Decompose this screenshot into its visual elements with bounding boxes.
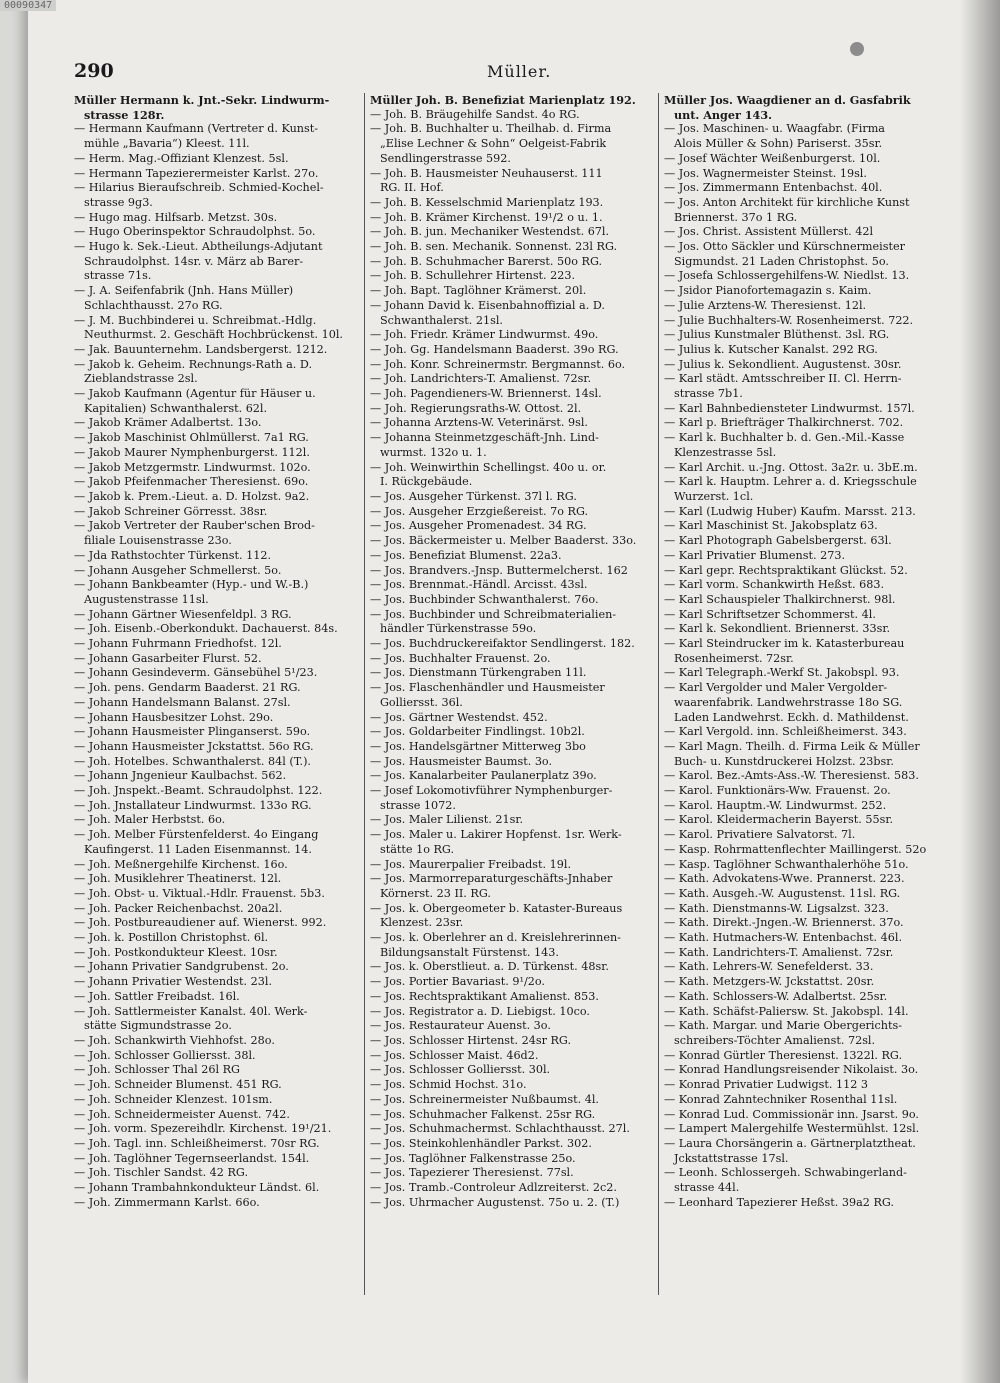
- directory-entry: — Karl k. Buchhalter b. d. Gen.-Mil.-Kasse Klenzestrasse 5sl.: [664, 431, 905, 459]
- directory-entry: — Joh. Packer Reichenbachst. 20a2l.: [74, 901, 283, 915]
- directory-entry: — Jsidor Pianofortemagazin s. Kaim.: [664, 284, 872, 298]
- directory-entry: — Josef Lokomotivführer Nymphenburger- strasse 1072.: [370, 784, 613, 812]
- directory-entry: — Jos. Schreinermeister Nußbaumst. 4l.: [370, 1092, 599, 1106]
- directory-entry: — Jos. Ausgeher Erzgießereist. 7o RG.: [370, 504, 589, 518]
- directory-entry: — Jos. k. Obergeometer b. Kataster-Bureaus Klenzest. 23sr.: [370, 901, 623, 930]
- directory-entry: — Jos. k. Oberlehrer an d. Kreislehrerinnen- Bildungsanstalt Fürstenst. 143.: [370, 931, 621, 959]
- directory-entry: — Joh. B. Krämer Kirchenst. 19¹/2 o u. 1.: [370, 210, 603, 224]
- directory-entry: — Karl gepr. Rechtspraktikant Glückst. 52.: [664, 563, 908, 577]
- directory-entry: — Johanna Arztens-W. Veterinärst. 9sl.: [370, 416, 588, 430]
- directory-entry: — Joh. Bapt. Taglöhner Krämerst. 20l.: [370, 284, 587, 298]
- directory-entry: — Jos. Zimmermann Entenbachst. 40l.: [664, 181, 883, 195]
- directory-entry: — Jakob Metzgermstr. Lindwurmst. 102o.: [74, 460, 311, 474]
- directory-entry: — Hugo k. Sek.-Lieut. Abtheilungs-Adjutant Schraudolphst. 14sr. v. März ab Barer- strasse 71s.: [74, 240, 323, 283]
- directory-entry: — Jos. Maschinen- u. Waagfabr. (Firma Alois Müller & Sohn) Pariserst. 35sr.: [664, 122, 885, 151]
- directory-entry: — Jos. Buchdruckereifaktor Sendlingerst. 182.: [370, 637, 635, 651]
- directory-entry: — Joh. Pagendieners-W. Briennerst. 14sl.: [370, 387, 602, 401]
- directory-entry: — Kath. Advokatens-Wwe. Prannerst. 223.: [664, 872, 905, 886]
- directory-entry: — Joh. Maler Herbstst. 6o.: [74, 813, 226, 827]
- directory-entry: — Jos. Brandvers.-Jnsp. Buttermelcherst. 162: [370, 563, 628, 577]
- directory-entry: — Joh. Konr. Schreinermstr. Bergmannst. 6o.: [370, 357, 626, 371]
- directory-entry: — Jos. Schlosser Maist. 46d2.: [370, 1048, 539, 1062]
- directory-entry: — Joh. B. Kesselschmid Marienplatz 193.: [370, 195, 604, 209]
- directory-entry: — Jos. Bäckermeister u. Melber Baaderst. 33o.: [370, 534, 637, 548]
- directory-entry: — Julie Buchhalters-W. Rosenheimerst. 722.: [664, 313, 914, 327]
- directory-entry: — Joh. Jnstallateur Lindwurmst. 133o RG.: [74, 798, 312, 812]
- directory-entry: — Jos. Anton Architekt für kirchliche Kunst Briennerst. 37o 1 RG.: [664, 195, 910, 224]
- directory-entry: — Jos. Goldarbeiter Findlingst. 10b2l.: [370, 725, 585, 739]
- punch-hole: [850, 42, 864, 56]
- directory-entry: — Johanna Steinmetzgeschäft-Jnh. Lind- wurmst. 132o u. 1.: [370, 431, 599, 459]
- directory-entry: — Johann Gärtner Wiesenfeldpl. 3 RG.: [74, 607, 292, 621]
- directory-entry: — Johann Hausmeister Plinganserst. 59o.: [74, 725, 311, 739]
- directory-entry: — Jos. Registrator a. D. Liebigst. 10co.: [370, 1004, 590, 1018]
- directory-entry: — Johann Ausgeher Schmellerst. 5o.: [74, 563, 282, 577]
- directory-entry: — Jos. Brennmat.-Händl. Arcisst. 43sl.: [370, 578, 588, 592]
- directory-entry: — Konrad Privatier Ludwigst. 112 3: [664, 1078, 869, 1092]
- directory-entry: — Karl Archit. u.-Jng. Ottost. 3a2r. u. 3bE.m.: [664, 460, 918, 474]
- directory-entry: — Jos. Kanalarbeiter Paulanerplatz 39o.: [370, 769, 597, 783]
- directory-entry: — Kath. Schlossers-W. Adalbertst. 25sr.: [664, 989, 888, 1003]
- directory-entry: — Konrad Handlungsreisender Nikolaist. 3o.: [664, 1063, 919, 1077]
- directory-column-2: [370, 93, 660, 1303]
- directory-entry: — Joh. B. sen. Mechanik. Sonnenst. 23l RG.: [370, 240, 618, 254]
- directory-entry: — Konrad Zahntechniker Rosenthal 11sl.: [664, 1092, 898, 1106]
- directory-entry: — Joh. B. Hausmeister Neuhauserst. 111 RG. II. Hof.: [370, 166, 603, 195]
- directory-entry: — Joh. B. Schuhmacher Barerst. 50o RG.: [370, 254, 603, 268]
- directory-entry: — Karol. Bez.-Amts-Ass.-W. Theresienst. 583.: [664, 769, 919, 783]
- directory-entry: — Karl Privatier Blumenst. 273.: [664, 548, 845, 562]
- directory-entry: — Joh. vorm. Spezereihdlr. Kirchenst. 19¹/21.: [74, 1122, 332, 1136]
- directory-entry: — Jos. Ausgeher Türkenst. 37l l. RG.: [370, 489, 577, 503]
- directory-entry: — Jos. Dienstmann Türkengraben 11l.: [370, 666, 587, 680]
- directory-entry: — Jos. Schlosser Hirtenst. 24sr RG.: [370, 1034, 572, 1047]
- directory-entry: — Jakob k. Geheim. Rechnungs-Rath a. D. Zieblandstrasse 2sl.: [74, 357, 313, 386]
- directory-entry: — Johann Privatier Sandgrubenst. 2o.: [74, 960, 289, 974]
- directory-entry: — Jos. k. Oberstlieut. a. D. Türkenst. 48sr.: [370, 960, 609, 974]
- directory-entry: — Hermann Kaufmann (Vertreter d. Kunst- mühle „Bavaria“) Kleest. 11l.: [74, 122, 319, 151]
- directory-entry: — Kath. Direkt.-Jngen.-W. Briennerst. 37o.: [664, 916, 904, 930]
- directory-entry: — Joh. Landrichters-T. Amalienst. 72sr.: [370, 372, 591, 386]
- directory-entry: — Jos. Schuhmacher Falkenst. 25sr RG.: [370, 1107, 596, 1121]
- directory-entry: — Johann Gesindeverm. Gänsebühel 5¹/23.: [74, 666, 318, 680]
- directory-entry: Müller Hermann k. Jnt.-Sekr. Lindwurm- strasse 128r.: [74, 93, 330, 122]
- directory-entry: — Joh. Melber Fürstenfelderst. 4o Eingang Kaufingerst. 11 Laden Eisenmannst. 14.: [74, 828, 319, 856]
- directory-entry: — Joh. Tagl. inn. Schleißheimerst. 70sr RG.: [74, 1136, 320, 1150]
- directory-entry: — Joh. pens. Gendarm Baaderst. 21 RG.: [74, 681, 301, 695]
- directory-entry: — Jos. Ausgeher Promenadest. 34 RG.: [370, 519, 587, 533]
- directory-entry: — Karl (Ludwig Huber) Kaufm. Marsst. 213.: [664, 504, 916, 518]
- directory-entry: — Jos. Restaurateur Auenst. 3o.: [370, 1019, 551, 1033]
- directory-entry: — Kasp. Rohrmattenflechter Maillingerst. 52o: [664, 842, 927, 856]
- directory-entry: — Joh. Eisenb.-Oberkondukt. Dachauerst. 84s.: [74, 622, 338, 636]
- directory-entry: — Karl Bahnbedienstеter Lindwurmst. 157l.: [664, 401, 915, 415]
- directory-entry: — Johann Hausbesitzer Lohst. 29o.: [74, 710, 274, 724]
- directory-entry: — Leonhard Tapezierer Heßst. 39a2 RG.: [664, 1195, 894, 1209]
- directory-entry: — Jos. Steinkohlenhändler Parkst. 302.: [370, 1136, 592, 1150]
- directory-entry: — Karol. Hauptm.-W. Lindwurmst. 252.: [664, 798, 887, 812]
- directory-entry: — Karl Telegraph.-Werkf St. Jakobspl. 93.: [664, 666, 900, 680]
- directory-entry: — Hugo Oberinspektor Schraudolphst. 5o.: [74, 225, 316, 239]
- directory-entry: — Joh. B. Bräugehilfe Sandst. 4o RG.: [370, 107, 580, 121]
- directory-entry: — Joh. Schneider Blumenst. 451 RG.: [74, 1078, 282, 1092]
- directory-entry: — Joh. Schlosser Thal 26l RG: [74, 1063, 240, 1077]
- directory-entry: — Johann Trambahnkondukteur Ländst. 6l.: [74, 1181, 320, 1195]
- directory-entry: — Josef Wächter Weißenburgerst. 10l.: [664, 151, 881, 165]
- column-rule: [364, 93, 365, 1295]
- directory-entry: — Kath. Hutmachers-W. Entenbachst. 46l.: [664, 931, 903, 945]
- directory-entry: — Jos. Buchbinder Schwanthalerst. 76o.: [370, 592, 599, 606]
- directory-entry: — Jos. Schlosser Golliersst. 30l.: [370, 1063, 551, 1077]
- directory-entry: — Joh. Schlosser Golliersst. 38l.: [74, 1048, 256, 1062]
- directory-entry: — Johann Privatier Westendst. 23l.: [74, 975, 272, 989]
- directory-entry: — Karl städt. Amtsschreiber II. Cl. Herrn- strasse 7b1.: [664, 372, 902, 401]
- directory-entry: — Karl Vergold. inn. Schleißheimerst. 343.: [664, 725, 907, 739]
- directory-entry: — Jakob Krämer Adalbertst. 13o.: [74, 416, 262, 430]
- directory-entry: — Joh. Taglöhner Tegernseerlandst. 154l.: [74, 1151, 310, 1165]
- directory-entry: — Jos. Maler u. Lakirer Hopfenst. 1sr. Werk- stätte 1o RG.: [370, 828, 622, 856]
- directory-entry: — Joh. Schneider Klenzest. 101sm.: [74, 1092, 273, 1106]
- directory-entry: — Jakob Vertreter der Rauber'schen Brod- filiale Louisenstrasse 23o.: [74, 519, 315, 548]
- directory-entry: — Jakob Maurer Nymphenburgerst. 112l.: [74, 445, 310, 459]
- directory-entry: — Karl Steindrucker im k. Katasterbureau Rosenheimerst. 72sr.: [664, 637, 905, 665]
- directory-entry: — Kasp. Taglöhner Schwanthalerhöhe 51o.: [664, 857, 909, 871]
- directory-entry: Müller Jos. Waagdiener an d. Gasfabrik unt. Anger 143.: [664, 93, 911, 122]
- directory-entry: — Hugo mag. Hilfsarb. Metzst. 30s.: [74, 210, 278, 224]
- directory-entry: — Joh. Weinwirthin Schellingst. 40o u. or. I. Rückgebäude.: [370, 460, 607, 489]
- directory-entry: — Joh. Sattler Freibadst. 16l.: [74, 989, 240, 1003]
- directory-entry: — Jos. Maurerpalier Freibadst. 19l.: [370, 857, 571, 871]
- directory-entry: — Jak. Bauunternehm. Landsbergerst. 1212.: [74, 342, 328, 356]
- directory-entry: — Joh. Hotelbes. Schwanthalerst. 84l (T.).: [74, 754, 311, 768]
- directory-entry: — Karl k. Hauptm. Lehrer a. d. Kriegsschule Wurzerst. 1cl.: [664, 475, 917, 503]
- directory-entry: — Jos. Buchhalter Frauenst. 2o.: [370, 651, 551, 665]
- directory-entry: — Laura Chorsängerin a. Gärtnerplatztheat. Jckstattstrasse 17sl.: [664, 1136, 916, 1165]
- directory-entry: — Jos. Tramb.-Controleur Adlzreiterst. 2c2.: [370, 1181, 617, 1195]
- directory-entry: — Karol. Privatiere Salvatorst. 7l.: [664, 828, 856, 842]
- directory-entry: — Kath. Metzgers-W. Jckstattst. 20sr.: [664, 975, 875, 989]
- directory-entry: — Kath. Landrichters-T. Amalienst. 72sr.: [664, 945, 894, 959]
- directory-entry: — Jakob Pfeifenmacher Theresienst. 69o.: [74, 475, 309, 489]
- directory-entry: — Joh. B. Buchhalter u. Theilhab. d. Firma „Elise Lechner & Sohn“ Oelgeist-Fabrik Sendlingerstrasse 592.: [370, 122, 612, 165]
- directory-entry: — Joh. Schneidermeister Auenst. 742.: [74, 1107, 290, 1121]
- directory-entry: — Joh. Sattlermeister Kanalst. 40l. Werk- stätte Sigmundstrasse 2o.: [74, 1004, 308, 1033]
- directory-entry: — Johann David k. Eisenbahnoffizial a. D. Schwanthalerst. 21sl.: [370, 298, 605, 327]
- directory-entry: — Lampert Malergehilfe Westermühlst. 12sl.: [664, 1122, 920, 1136]
- directory-entry: — Joh. Regierungsraths-W. Ottost. 2l.: [370, 401, 582, 415]
- directory-entry: — Jos. Buchbinder und Schreibmaterialien- händler Türkenstrasse 59o.: [370, 607, 617, 636]
- directory-entry: — Jos. Schmid Hochst. 31o.: [370, 1078, 527, 1092]
- directory-entry: — Kath. Margar. und Marie Obergerichts- schreibers-Töchter Amalienst. 72sl.: [664, 1019, 902, 1047]
- directory-entry: — Julius Kunstmaler Blüthenst. 3sl. RG.: [664, 328, 890, 342]
- page-number: 290: [74, 60, 114, 82]
- directory-entry: — Karl k. Sekondlient. Briennerst. 33sr.: [664, 622, 891, 636]
- directory-entry: — Karl Magn. Theilh. d. Firma Leik & Müller Buch- u. Kunstdruckerei Holzst. 23bsr.: [664, 739, 920, 768]
- directory-entry: — Karl Schauspieler Thalkirchnerst. 98l.: [664, 592, 896, 606]
- directory-entry: — Josefa Schlossergehilfens-W. Niedlst. 13.: [664, 269, 910, 283]
- directory-entry: — Karl Schriftsetzer Schommerst. 4l.: [664, 607, 876, 621]
- directory-entry: — Jos. Uhrmacher Augustenst. 75o u. 2. (T.): [370, 1195, 620, 1209]
- directory-entry: — Joh. Meßnergehilfe Kirchenst. 16o.: [74, 857, 288, 871]
- directory-entry: — Jakob Maschinist Ohlmüllerst. 7a1 RG.: [74, 431, 309, 445]
- directory-entry: — Joh. Jnspekt.-Beamt. Schraudolphst. 122.: [74, 784, 323, 798]
- directory-entry: — Karl p. Briefträger Thalkirchnerst. 702.: [664, 416, 904, 430]
- directory-entry: — Joh. Schankwirth Viehhofst. 28o.: [74, 1034, 275, 1047]
- directory-entry: — Joh. Friedr. Krämer Lindwurmst. 49o.: [370, 328, 599, 342]
- directory-entry: — Konrad Lud. Commissionär inn. Jsarst. 9o.: [664, 1107, 919, 1121]
- directory-entry: — Julius k. Kutscher Kanalst. 292 RG.: [664, 342, 878, 356]
- directory-entry: — Kath. Ausgeh.-W. Augustenst. 11sl. RG.: [664, 886, 901, 900]
- directory-entry: — Joh. Tischler Sandst. 42 RG.: [74, 1166, 248, 1180]
- directory-entry: Müller Joh. B. Benefiziat Marienplatz 192.: [370, 93, 636, 107]
- directory-entry: — Johann Bankbeamter (Hyp.- und W.-B.) Augustenstrasse 11sl.: [74, 578, 309, 606]
- directory-entry: — Jos. Christ. Assistent Müllerst. 42l: [664, 225, 874, 239]
- directory-entry: — Kath. Schäfst-Paliersw. St. Jakobspl. 14l.: [664, 1004, 909, 1018]
- directory-entry: — Jos. Gärtner Westendst. 452.: [370, 710, 548, 724]
- page-edge-shadow: [960, 0, 1000, 1383]
- directory-entry: — Jos. Hausmeister Baumst. 3o.: [370, 754, 553, 768]
- directory-entry: — Johann Hausmeister Jckstattst. 56o RG.: [74, 739, 314, 753]
- directory-entry: — Julie Arztens-W. Theresienst. 12l.: [664, 298, 867, 312]
- directory-entry: — Joh. B. Schullehrer Hirtenst. 223.: [370, 269, 576, 283]
- directory-entry: — Joh. k. Postillon Christophst. 6l.: [74, 931, 269, 945]
- directory-entry: — Jos. Wagnermeister Steinst. 19sl.: [664, 166, 867, 180]
- directory-entry: — Karl Maschinist St. Jakobsplatz 63.: [664, 519, 878, 533]
- directory-entry: — Jos. Schuhmachermst. Schlachthausst. 27l.: [370, 1122, 630, 1136]
- directory-entry: — Jos. Maler Lilienst. 21sr.: [370, 813, 524, 827]
- directory-entry: — Jda Rathstochter Türkenst. 112.: [74, 548, 272, 562]
- directory-entry: — Karl Vergolder und Maler Vergolder- waarenfabrik. Landwehrstrasse 18o SG. Laden Landwehrst. Eckh. d. Mathildenst.: [664, 681, 909, 724]
- directory-entry: — Konrad Gürtler Theresienst. 1322l. RG.: [664, 1048, 902, 1062]
- directory-entry: — Karl Photograph Gabelsbergerst. 63l.: [664, 534, 892, 548]
- directory-entry: — Joh. Musiklehrer Theatinerst. 12l.: [74, 872, 282, 886]
- directory-entry: — Jakob k. Prem.-Lieut. a. D. Holzst. 9a2.: [74, 489, 310, 503]
- directory-entry: — Jos. Handelsgärtner Mitterweg 3bo: [370, 739, 586, 753]
- directory-entry: — Jos. Flaschenhändler und Hausmeister Golliersst. 36l.: [370, 681, 605, 709]
- directory-entry: — Jakob Schreiner Görresst. 38sr.: [74, 504, 268, 518]
- archive-stamp: 00090347: [0, 0, 56, 11]
- directory-entry: — Jos. Benefiziat Blumenst. 22a3.: [370, 548, 562, 562]
- directory-entry: — Jos. Portier Bavariast. 9¹/2o.: [370, 975, 545, 989]
- directory-entry: — Julius k. Sekondlient. Augustenst. 30sr.: [664, 357, 902, 371]
- running-head: Müller.: [487, 62, 552, 81]
- directory-entry: — Herm. Mag.-Offiziant Klenzest. 5sl.: [74, 151, 289, 165]
- directory-entry: — Karol. Funktionärs-Ww. Frauenst. 2o.: [664, 784, 891, 798]
- directory-entry: — Karl vorm. Schankwirth Heßst. 683.: [664, 578, 885, 592]
- directory-entry: — Jos. Otto Säckler und Kürschnermeister Sigmundst. 21 Laden Christophst. 5o.: [664, 240, 905, 268]
- directory-entry: — Jakob Kaufmann (Agentur für Häuser u. Kapitalien) Schwanthalerst. 62l.: [74, 387, 316, 415]
- directory-entry: — Jos. Rechtspraktikant Amalienst. 853.: [370, 989, 599, 1003]
- directory-entry: — Kath. Dienstmanns-W. Ligsalzst. 323.: [664, 901, 889, 915]
- directory-entry: — Hermann Tapezierermeister Karlst. 27o.: [74, 166, 319, 180]
- directory-entry: — Johann Gasarbeiter Flurst. 52.: [74, 651, 262, 665]
- directory-entry: — Joh. Gg. Handelsmann Baaderst. 39o RG.: [370, 342, 619, 356]
- directory-entry: — J. M. Buchbinderei u. Schreibmat.-Hdlg. Neuthurmst. 2. Geschäft Hochbrückenst. 10l.: [74, 313, 343, 342]
- directory-entry: — Johann Jngenieur Kaulbachst. 562.: [74, 769, 287, 783]
- directory-entry: — Joh. Postbureaudiener auf. Wienerst. 992.: [74, 916, 327, 930]
- directory-entry: — Johann Fuhrmann Friedhofst. 12l.: [74, 637, 282, 651]
- directory-entry: — Joh. Obst- u. Viktual.-Hdlr. Frauenst. 5b3.: [74, 886, 325, 900]
- directory-entry: — J. A. Seifenfabrik (Jnh. Hans Müller) Schlachthausst. 27o RG.: [74, 284, 294, 312]
- directory-entry: — Jos. Taglöhner Falkenstrasse 25o.: [370, 1151, 576, 1165]
- directory-entry: — Joh. Zimmermann Karlst. 66o.: [74, 1195, 260, 1209]
- directory-entry: — Hilarius Bieraufschreib. Schmied-Kochel- strasse 9g3.: [74, 181, 324, 209]
- directory-column-3: [664, 93, 954, 1303]
- directory-entry: — Leonh. Schlossergeh. Schwabingerland- strasse 44l.: [664, 1166, 907, 1195]
- directory-entry: — Joh. B. jun. Mechaniker Westendst. 67l.: [370, 225, 610, 239]
- directory-entry: — Jos. Marmorreparaturgeschäfts-Jnhaber Körnerst. 23 II. RG.: [370, 872, 613, 900]
- directory-entry: — Kath. Lehrers-W. Senefelderst. 33.: [664, 960, 874, 974]
- directory-entry: — Jos. Tapezierer Theresienst. 77sl.: [370, 1166, 574, 1180]
- directory-entry: — Joh. Postkondukteur Kleest. 10sr.: [74, 945, 278, 959]
- directory-entry: — Johann Handelsmann Balanst. 27sl.: [74, 695, 291, 709]
- directory-column-1: [74, 93, 364, 1303]
- directory-entry: — Karol. Kleidermacherin Bayerst. 55sr.: [664, 813, 894, 827]
